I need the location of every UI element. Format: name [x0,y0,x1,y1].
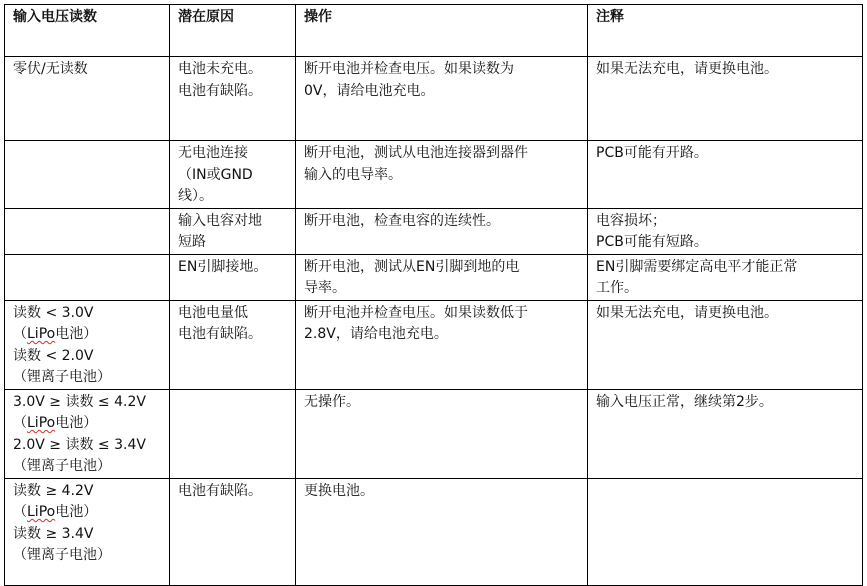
cell-text-line: 电池有缺陷。 [178,82,262,99]
cell-text-line: PCB可能有开路。 [596,145,708,161]
cell-text-line: （LiPo电池） [13,504,98,520]
cell-text-line: 读数 < 2.0V [13,347,94,364]
cell-text-line: 2.0V ≥ 读数 ≤ 3.4V [13,436,146,453]
cell-action [296,254,588,300]
cell-note [588,141,863,209]
cell-potential-cause [170,478,296,585]
cell-action [296,141,588,209]
table-row [5,57,863,141]
cell-text-line: （LiPo电池） [13,415,98,431]
cell-note [588,254,863,300]
cell-text-line: EN引脚需要绑定高电平才能正常 [596,258,798,275]
cell-potential-cause [170,208,296,254]
table-body [5,57,863,586]
cell-action [296,208,588,254]
table-row [5,300,863,389]
cell-input-voltage [5,389,170,478]
cell-text-line: 读数 < 3.0V [13,304,94,321]
cell-text-line: 3.0V ≥ 读数 ≤ 4.2V [13,393,146,410]
cell-input-voltage [5,57,170,141]
cell-text-line: 电池有缺陷。 [178,482,262,499]
cell-text-line: 工作。 [596,280,638,296]
cell-potential-cause [170,141,296,209]
cell-text-line: 如果无法充电，请更换电池。 [596,61,778,77]
cell-text-line: 零伏/无读数 [13,61,88,77]
cell-text-line: 断开电池并检查电压。如果读数为 [304,61,514,77]
cell-action [296,57,588,141]
cell-potential-cause [170,254,296,300]
header-row [5,5,863,57]
table-row [5,208,863,254]
cell-note [588,389,863,478]
header-input-voltage: 输入电压读数 [5,5,170,57]
header-note: 注释 [588,5,863,57]
cell-note [588,57,863,141]
cell-input-voltage [5,208,170,254]
cell-note [588,208,863,254]
cell-text-line: 电池有缺陷。 [178,326,262,342]
cell-text-line: 短路 [178,234,206,250]
cell-potential-cause [170,300,296,389]
cell-text-line: 0V，请给电池充电。 [304,82,435,99]
cell-text-line: （锂离子电池） [13,458,111,474]
cell-text-line: 输入电压正常，继续第2步。 [596,393,773,410]
cell-text-line: （锂离子电池） [13,369,111,385]
cell-text-line: 线）。 [178,188,213,204]
cell-action [296,300,588,389]
cell-text-line: 输入的电导率。 [304,166,402,183]
cell-text-line: 无操作。 [304,393,360,410]
cell-text-line: 如果无法充电，请更换电池。 [596,304,778,321]
cell-text-line: 断开电池，测试从电池连接器到器件 [304,145,528,161]
cell-text-line: 读数 ≥ 3.4V [13,525,94,542]
cell-text-line: 输入电容对地 [178,212,262,229]
cell-text-line: PCB可能有短路。 [596,234,708,250]
cell-text-line: 电池电量低 [178,304,248,321]
cell-text-line: 电容损坏； [596,212,666,229]
table-row [5,254,863,300]
cell-text-line: 无电池连接 [178,145,248,161]
cell-action [296,478,588,585]
cell-text-line: 断开电池并检查电压。如果读数低于 [304,304,528,321]
cell-text-line: 2.8V，请给电池充电。 [304,326,448,342]
cell-text-line: 导率。 [304,280,346,296]
cell-text-line: EN引脚接地。 [178,258,268,275]
table-row [5,389,863,478]
cell-action [296,389,588,478]
cell-input-voltage [5,254,170,300]
header-action: 操作 [296,5,588,57]
troubleshooting-table [4,4,863,586]
cell-note [588,300,863,389]
cell-text-line: 电池未充电。 [178,61,262,77]
cell-text-line: 断开电池，测试从EN引脚到地的电 [304,258,520,275]
header-potential-cause: 潜在原因 [170,5,296,57]
cell-input-voltage [5,141,170,209]
table-row [5,478,863,585]
cell-input-voltage [5,478,170,585]
cell-text-line: 更换电池。 [304,482,374,499]
cell-text-line: （IN或GND [178,166,253,183]
cell-text-line: （锂离子电池） [13,547,111,563]
table-row [5,141,863,209]
cell-potential-cause [170,57,296,141]
cell-text-line: 读数 ≥ 4.2V [13,482,94,499]
cell-note [588,478,863,585]
cell-text-line: 断开电池，检查电容的连续性。 [304,212,500,229]
cell-input-voltage [5,300,170,389]
cell-text-line: （LiPo电池） [13,326,98,342]
cell-potential-cause [170,389,296,478]
